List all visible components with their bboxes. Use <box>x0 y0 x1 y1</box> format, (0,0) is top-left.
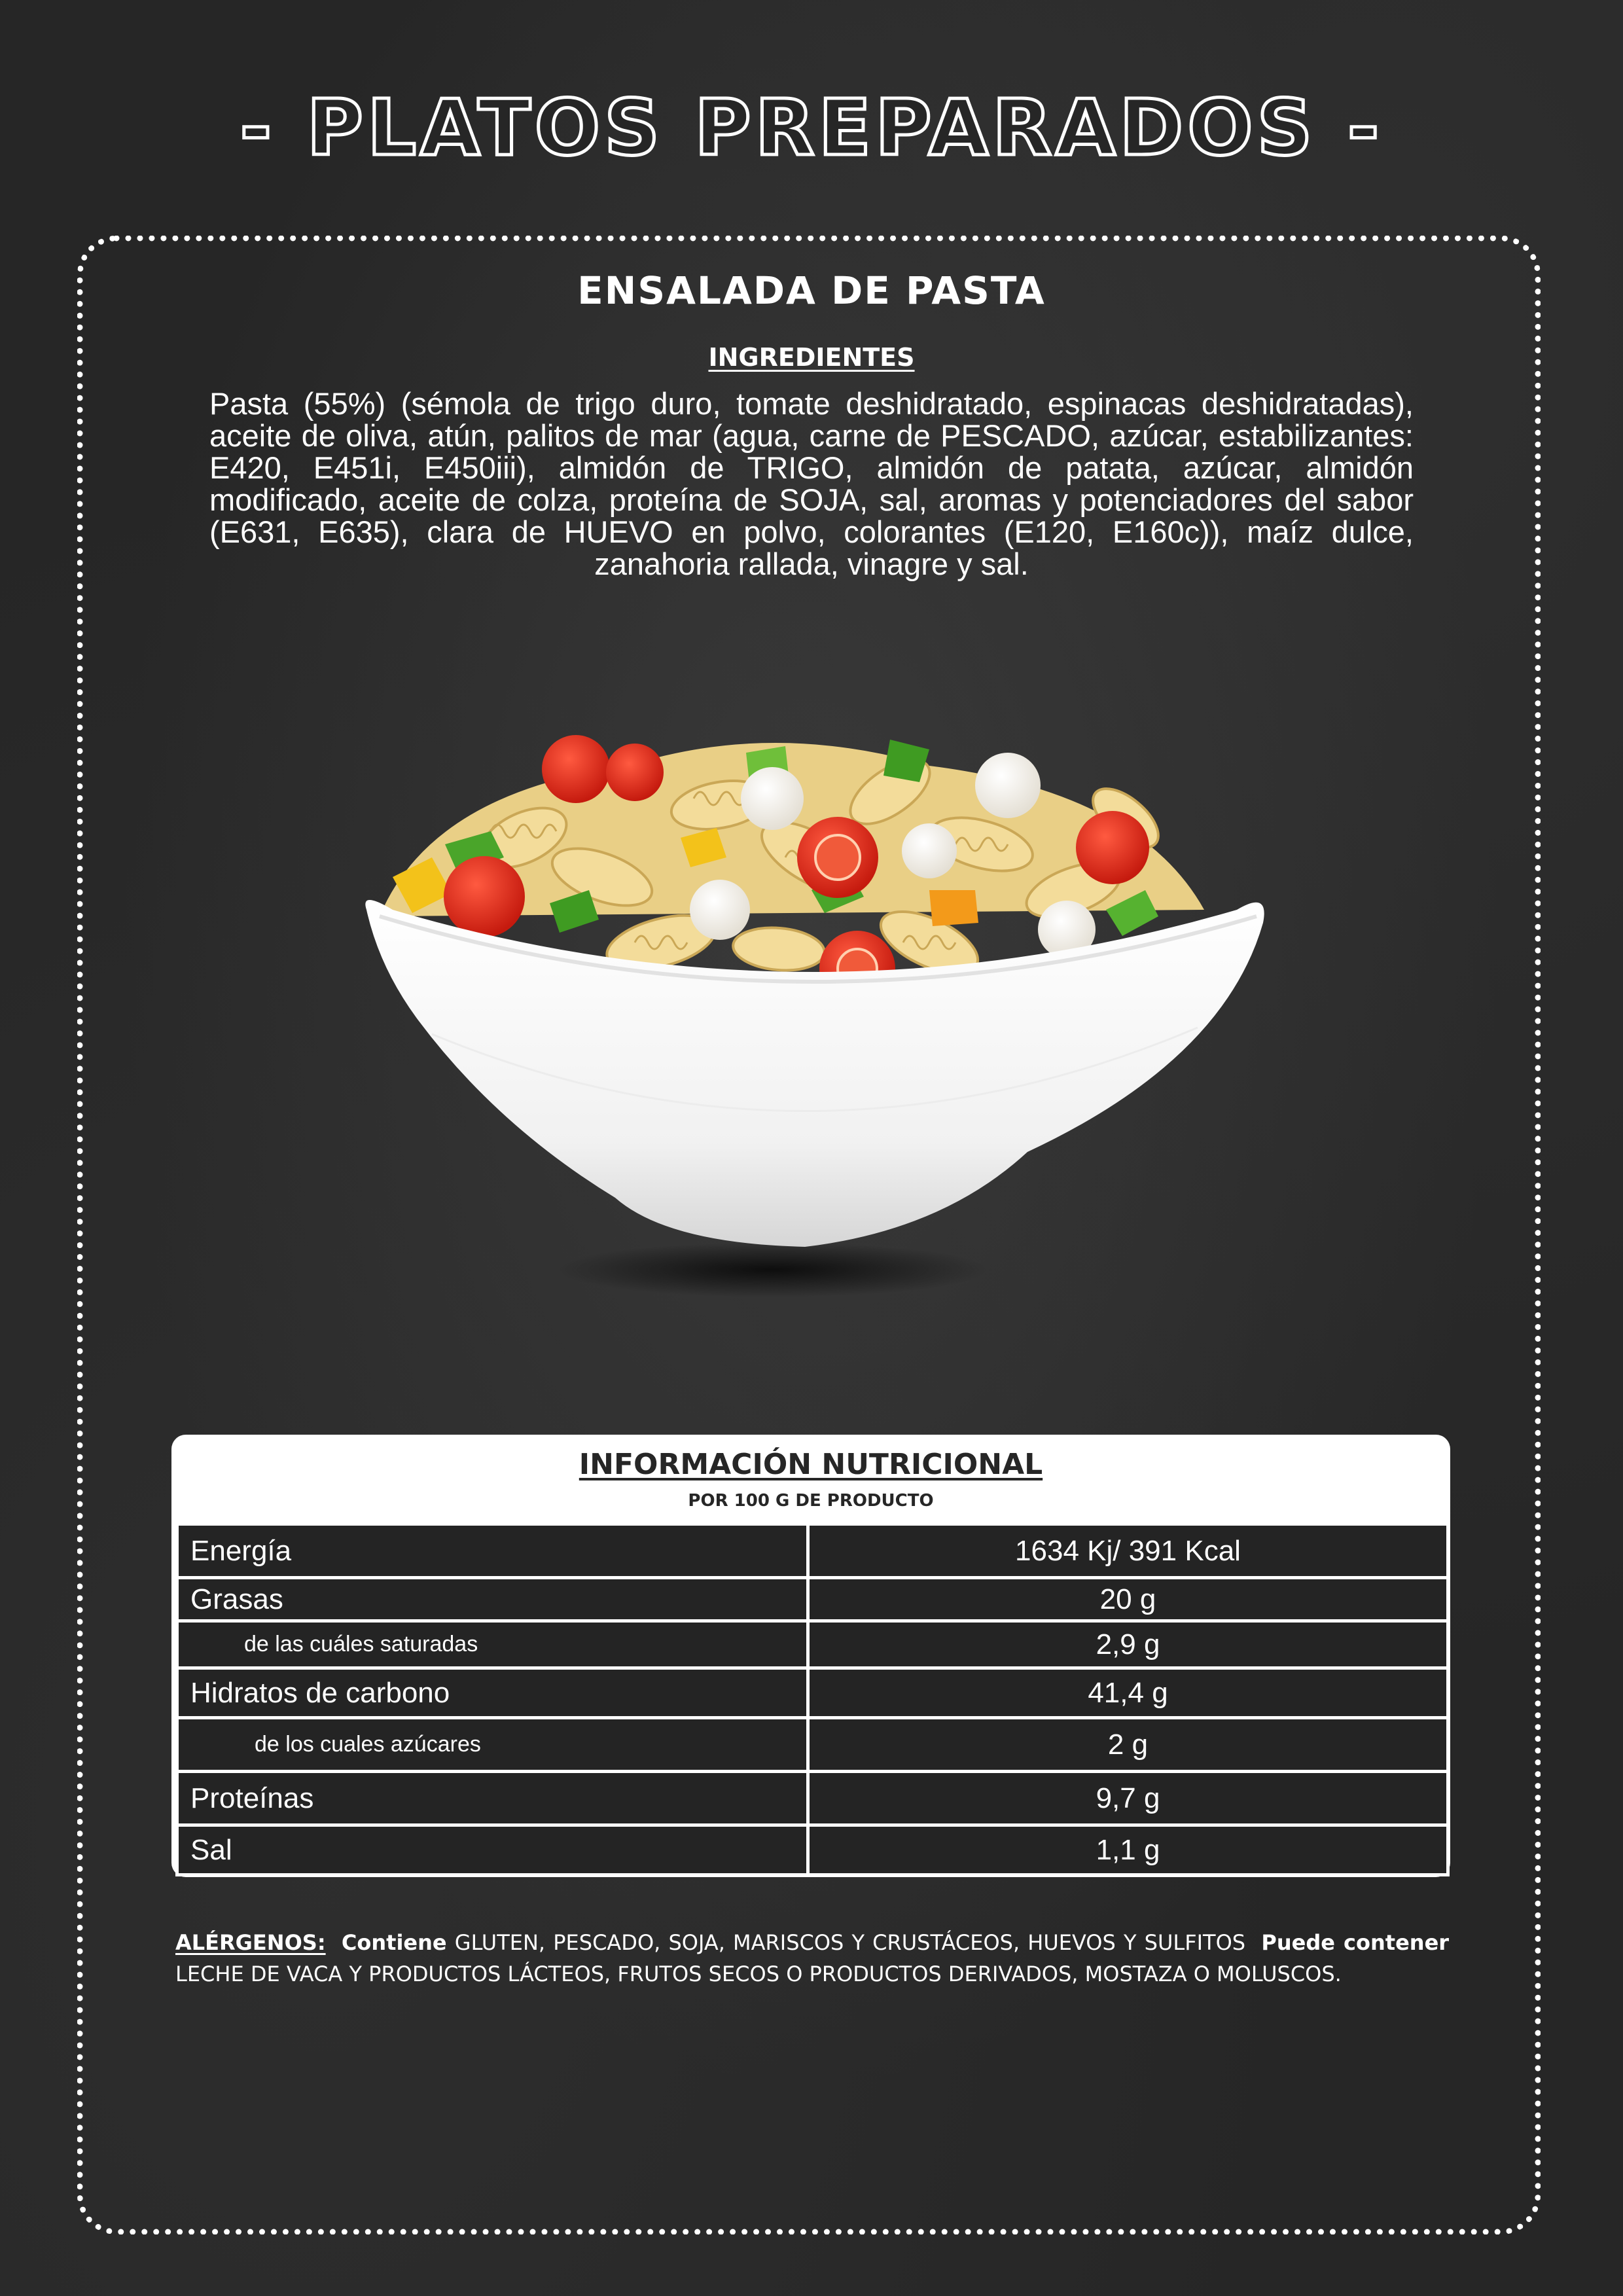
table-row <box>177 1772 1448 1825</box>
pasta-salad-bowl-image <box>353 694 1283 1309</box>
may-contain-label: Puede contener <box>1261 1930 1450 1955</box>
allergens-label: ALÉRGENOS: <box>175 1930 326 1955</box>
nutrient-value: 20 g <box>808 1578 1448 1621</box>
nutrient-label: Sal <box>177 1825 808 1875</box>
nutrient-value: 9,7 g <box>808 1772 1448 1825</box>
nutrition-table <box>175 1522 1450 1876</box>
nutrition-heading: INFORMACIÓN NUTRICIONAL <box>579 1448 1043 1481</box>
nutrition-subheading: POR 100 G DE PRODUCTO <box>688 1491 934 1511</box>
ingredients-heading: INGREDIENTES <box>708 343 915 372</box>
nutrition-panel <box>171 1435 1450 1877</box>
nutrient-label: de los cuales azúcares <box>177 1718 808 1772</box>
nutrient-label: de las cuáles saturadas <box>177 1621 808 1668</box>
pasta-salad-image <box>353 694 1283 1309</box>
nutrient-value: 1,1 g <box>808 1825 1448 1875</box>
nutrient-value: 2,9 g <box>808 1621 1448 1668</box>
nutrient-label: Grasas <box>177 1578 808 1621</box>
nutrient-label: Proteínas <box>177 1772 808 1825</box>
contains-label: Contiene <box>341 1930 447 1955</box>
nutrient-label: Energía <box>177 1524 808 1578</box>
allergens-section <box>175 1927 1449 1990</box>
table-row <box>177 1825 1448 1875</box>
page-title: - PLATOS PREPARADOS - <box>240 82 1383 173</box>
product-name: ENSALADA DE PASTA <box>577 268 1046 313</box>
table-row <box>177 1621 1448 1668</box>
nutrient-value: 2 g <box>808 1718 1448 1772</box>
table-row <box>177 1578 1448 1621</box>
ingredients-text: Pasta (55%) (sémola de trigo duro, tomate deshidratado, espinacas deshidratadas), aceite de oliva, atún, palitos de mar (agua, carne de PESCADO, azúcar, estabilizantes: E420, E451i, E450iii), almidón de TRIGO, almidón de patata, azúcar, almidón modificado, aceite de colza, proteína de SOJA, sal, aromas y potenciadores del sabor (E631, E635), clara de HUEVO en polvo, colorantes (E120, E160c)), maíz dulce, zanahoria rallada, vinagre y sal. <box>209 386 1414 581</box>
table-row <box>177 1524 1448 1578</box>
nutrient-label: Hidratos de carbono <box>177 1668 808 1718</box>
table-row <box>177 1668 1448 1718</box>
nutrient-value: 1634 Kj/ 391 Kcal <box>808 1524 1448 1578</box>
contains-text: GLUTEN, PESCADO, SOJA, MARISCOS Y CRUSTÁCEOS, HUEVOS Y SULFITOS <box>454 1930 1246 1955</box>
table-row <box>177 1718 1448 1772</box>
nutrient-value: 41,4 g <box>808 1668 1448 1718</box>
may-contain-text: LECHE DE VACA Y PRODUCTOS LÁCTEOS, FRUTOS SECOS O PRODUCTOS DERIVADOS, MOSTAZA O MOLUSCOS. <box>175 1962 1342 1986</box>
